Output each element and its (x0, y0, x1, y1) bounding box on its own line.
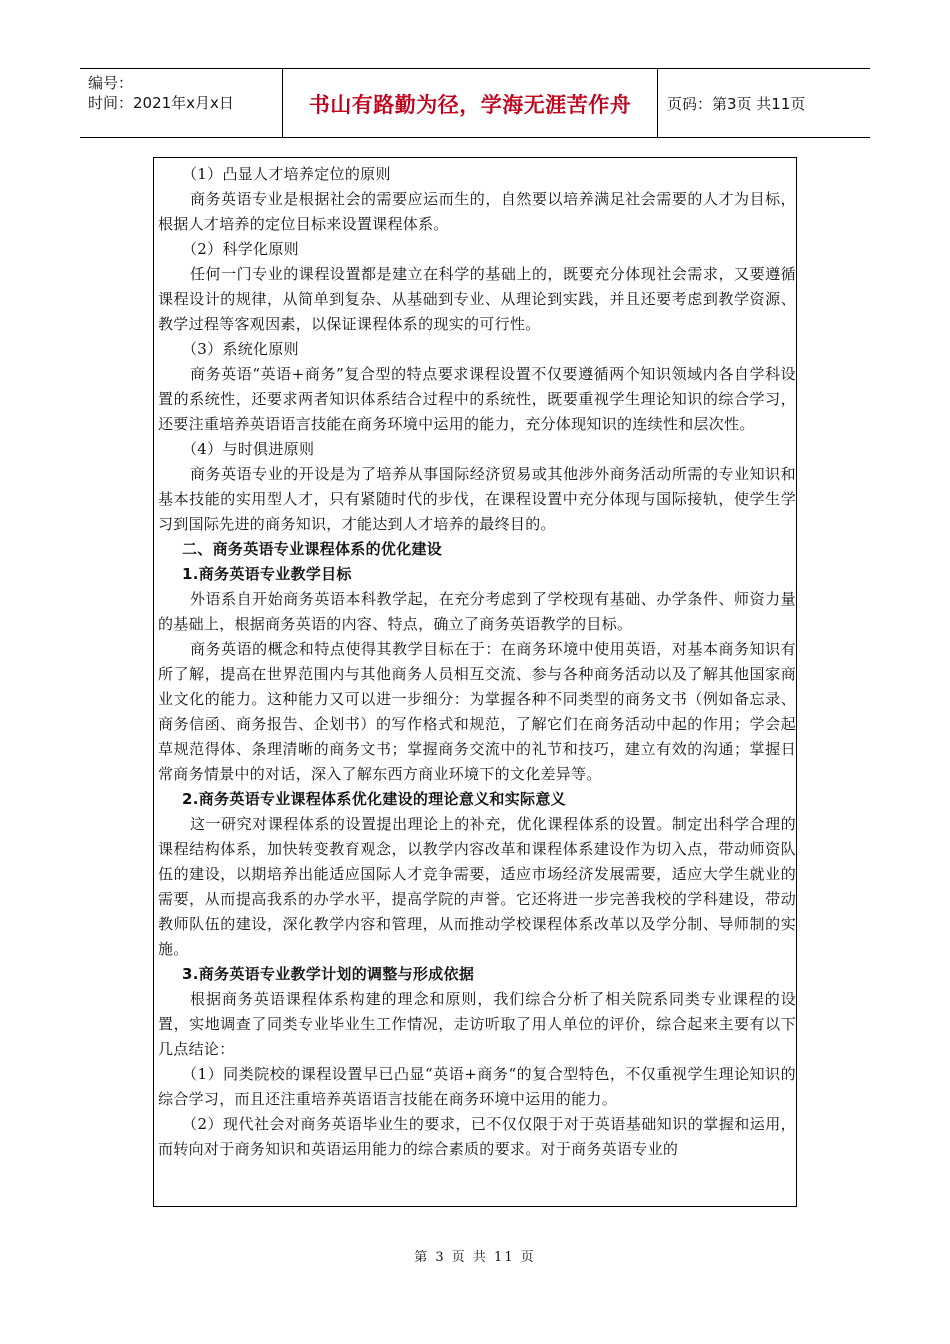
document-date: 时间：2021年x月x日 (88, 94, 234, 112)
paragraph: 商务英语的概念和特点使得其教学目标在于：在商务环境中使用英语，对基本商务知识有所了解，提高在世界范围内与其他商务人员相互交流、参与各种商务活动以及了解其他国家商业文化的能力。这种能力又可以进一步细分：为掌握各种不同类型的商务文书（例如备忘录、商务信函、商务报告、企划书）的写作格式和规范，了解它们在商务活动中起的作用；学会起草规范得体、条理清晰的商务文书；掌握商务交流中的礼节和技巧，建立有效的沟通；掌握日常商务情景中的对话，深入了解东西方商业环境下的文化差异等。 (158, 640, 796, 783)
sub-item: （2）现代社会对商务英语毕业生的要求，已不仅仅限于对于英语基础知识的掌握和运用，而转向对于商务知识和英语运用能力的综合素质的要求。对于商务英语专业的 (158, 1115, 796, 1158)
paragraph: 商务英语专业是根据社会的需要应运而生的，自然要以培养满足社会需要的人才为目标，根据人才培养的定位目标来设置课程体系。 (158, 190, 796, 233)
header-meta (88, 73, 234, 113)
sub-item: （3）系统化原则 (182, 340, 299, 358)
sub-item: （1）凸显人才培养定位的原则 (182, 165, 391, 183)
page-footer: 第 3 页 共 11 页 (414, 1250, 536, 1265)
sub-item: （1）同类院校的课程设置早已凸显“英语+商务“的复合型特色，不仅重视学生理论知识的综合学习，而且还注重培养英语语言技能在商务环境中运用的能力。 (158, 1065, 796, 1108)
content-box (153, 157, 797, 1207)
header-divider-right (657, 69, 658, 137)
header-page-number: 页码：第3页 共11页 (667, 95, 806, 113)
paragraph: 商务英语“英语+商务”复合型的特点要求课程设置不仅要遵循两个知识领域内各自学科设置的系统性，还要求两者知识体系结合过程中的系统性，既要重视学生理论知识的综合学习，还要注重培养英语语言技能在商务环境中运用的能力，充分体现知识的连续性和层次性。 (158, 365, 796, 433)
sub-item: （4）与时俱进原则 (182, 440, 315, 458)
paragraph: 根据商务英语课程体系构建的理念和原则，我们综合分析了相关院系同类专业课程的设置，实地调查了同类专业毕业生工作情况，走访听取了用人单位的评价，综合起来主要有以下几点结论： (158, 990, 796, 1058)
section-heading: 二、商务英语专业课程体系的优化建设 (182, 540, 443, 558)
paragraph: 这一研究对课程体系的设置提出理论上的补充，优化课程体系的设置。制定出科学合理的课程结构体系，加快转变教育观念，以教学内容改革和课程体系建设作为切入点，带动师资队伍的建设，以期培养出能适应国际人才竞争需要，适应市场经济发展需要，适应大学生就业的需要，从而提高我系的办学水平，提高学院的声誉。它还将进一步完善我校的学科建设，带动教师队伍的建设，深化教学内容和管理，从而推动学校课程体系改革以及学分制、导师制的实施。 (158, 815, 796, 958)
paragraph: 外语系自开始商务英语本科教学起，在充分考虑到了学校现有基础、办学条件、师资力量的基础上，根据商务英语的内容、特点，确立了商务英语教学的目标。 (158, 590, 796, 633)
section-heading: 1.商务英语专业教学目标 (182, 565, 352, 583)
section-heading: 2.商务英语专业课程体系优化建设的理论意义和实际意义 (182, 790, 566, 808)
section-heading: 3.商务英语专业教学计划的调整与形成依据 (182, 965, 475, 983)
paragraph: 任何一门专业的课程设置都是建立在科学的基础上的，既要充分体现社会需求，又要遵循课程设计的规律，从简单到复杂、从基础到专业、从理论到实践，并且还要考虑到教学资源、教学过程等客观因素，以保证课程体系的现实的可行性。 (158, 265, 796, 333)
paragraph: 商务英语专业的开设是为了培养从事国际经济贸易或其他涉外商务活动所需的专业知识和基本技能的实用型人才，只有紧随时代的步伐，在课程设置中充分体现与国际接轨，使学生学习到国际先进的商务知识，才能达到人才培养的最终目的。 (158, 465, 796, 533)
document-number-label: 编号： (88, 74, 134, 92)
page-header (80, 68, 870, 138)
sub-item: （2）科学化原则 (182, 240, 299, 258)
header-motto: 书山有路勤为径，学海无涯苦作舟 (308, 93, 632, 117)
